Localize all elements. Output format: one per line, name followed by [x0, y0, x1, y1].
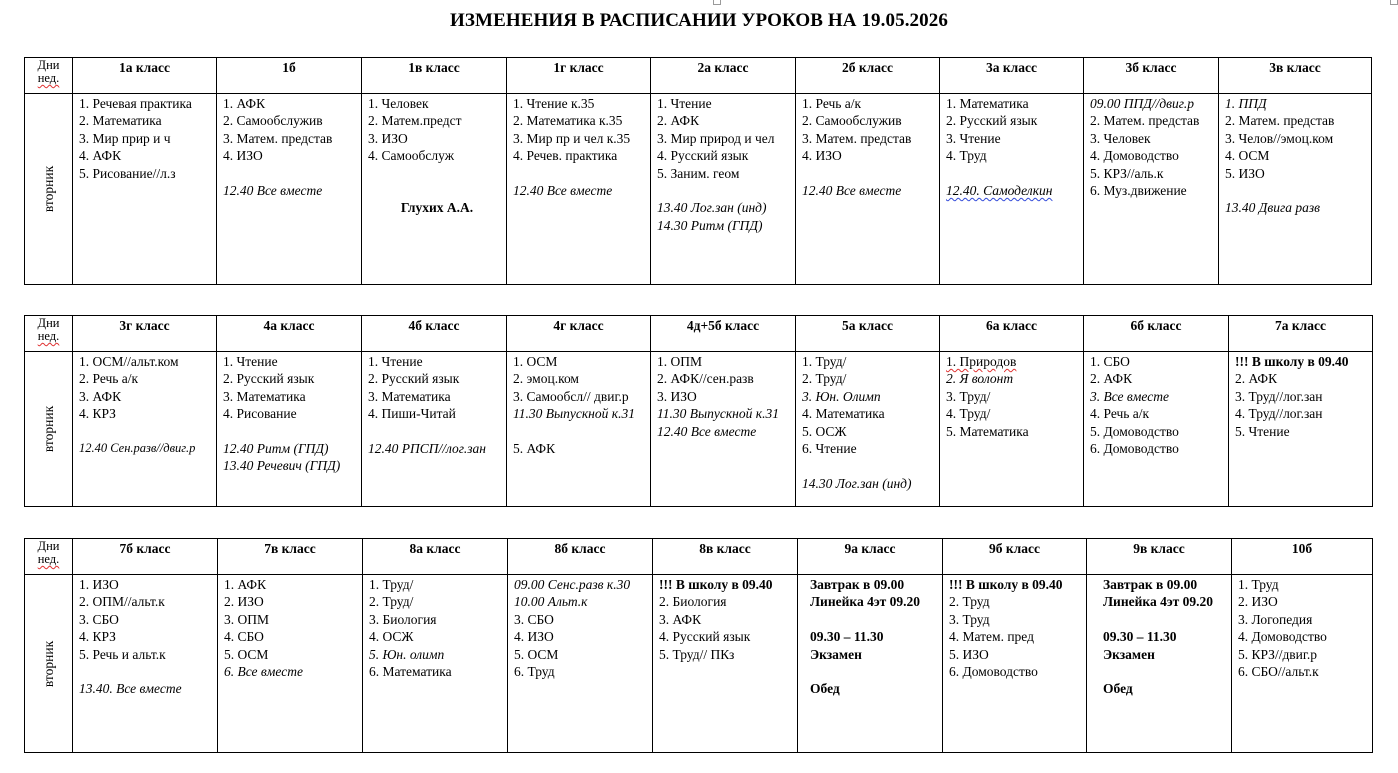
- class-header: 7в класс: [218, 539, 363, 575]
- class-header: 7б класс: [73, 539, 218, 575]
- class-cell: [796, 352, 940, 507]
- class-cell: [217, 94, 362, 285]
- lesson-line: 2. АФК: [657, 113, 700, 129]
- lesson-line: 3. СБО: [514, 611, 554, 627]
- class-cell: [1229, 352, 1373, 507]
- lesson-line: 4. Самообслуж: [368, 148, 455, 164]
- class-header: 9а класс: [798, 539, 943, 575]
- lesson-line: 4. ОСЖ: [369, 629, 414, 645]
- lesson-line: 4. Труд//лог.зан: [1235, 406, 1323, 422]
- class-header: 3г класс: [73, 316, 217, 352]
- lesson-line: 6. СБО//альт.к: [1238, 663, 1319, 679]
- lesson-line: 1. ОСМ//альт.ком: [79, 354, 179, 369]
- lesson-line: 4. Домоводство: [1090, 148, 1179, 164]
- lesson-line: 1. ИЗО: [79, 577, 119, 592]
- class-header: 3в класс: [1219, 58, 1372, 94]
- class-header: 8в класс: [653, 539, 798, 575]
- lesson-line: 1. Речевая практика: [79, 96, 192, 111]
- lesson-line: 09.30 – 11.30: [810, 629, 884, 645]
- schedule-row: [25, 352, 1373, 507]
- class-header: 6а класс: [940, 316, 1084, 352]
- lesson-line: 1. АФК: [224, 577, 267, 592]
- class-cell: [218, 575, 363, 753]
- lesson-line: [513, 165, 650, 182]
- day-label: вторник: [40, 405, 56, 453]
- schedule-row: [25, 575, 1373, 753]
- lesson-line: [223, 423, 361, 440]
- page-corner-mark: [1390, 0, 1398, 5]
- lesson-line: 1. Чтение: [368, 354, 423, 369]
- lesson-line: [1225, 182, 1371, 199]
- lesson-line: 3. Труд: [949, 611, 990, 627]
- lesson-line: [223, 165, 361, 182]
- lesson-line: 6. Муз.движение: [1090, 182, 1187, 198]
- class-cell: [508, 575, 653, 753]
- lesson-line: 2. Матем.предст: [368, 113, 462, 129]
- lesson-line: 1. Чтение к.35: [513, 96, 595, 111]
- lesson-line: [368, 165, 506, 182]
- class-header: 2б класс: [796, 58, 940, 94]
- lesson-line: 6. Чтение: [802, 440, 857, 456]
- lesson-line: 2. Самообслужив: [223, 113, 323, 129]
- lesson-line: 1. Речь а/к: [802, 96, 862, 111]
- lesson-line: 4. Труд/: [946, 406, 991, 422]
- lesson-line: [802, 457, 939, 474]
- lesson-line: 4. Русский язык: [659, 629, 751, 645]
- lesson-line: 09.00 Сенс.разв к.30: [514, 577, 631, 592]
- day-header-label: нед.: [37, 71, 60, 85]
- class-cell: [651, 94, 796, 285]
- class-cell: [362, 352, 507, 507]
- class-cell: [796, 94, 940, 285]
- lesson-line: 3. Мир прир и ч: [79, 130, 171, 146]
- lesson-line: 2. Матем. представ: [1225, 113, 1335, 129]
- lesson-line: [368, 182, 506, 199]
- lesson-line: 5. ИЗО: [949, 646, 989, 662]
- lesson-line: Завтрак в 09.00: [1103, 577, 1198, 592]
- class-cell: [217, 352, 362, 507]
- lesson-line: 2. Биология: [659, 594, 727, 610]
- lesson-line: 3. Самообсл// двиг.р: [513, 388, 629, 404]
- schedule-row: [25, 94, 1372, 285]
- class-cell: [653, 575, 798, 753]
- lesson-line: 1. Труд/: [802, 354, 847, 369]
- lesson-line: 3. АФК: [79, 388, 122, 404]
- lesson-line: 3. Все вместе: [1090, 388, 1169, 404]
- lesson-line: 11.30 Выпускной к.31: [513, 406, 635, 422]
- lesson-line: 3. Мир пр и чел к.35: [513, 130, 631, 146]
- lesson-line: 3. ИЗО: [368, 130, 408, 146]
- day-header-cell: [25, 58, 73, 94]
- class-header: 1б: [217, 58, 362, 94]
- day-header-cell: [25, 539, 73, 575]
- class-header: 4а класс: [217, 316, 362, 352]
- lesson-line: 3. Мир природ и чел: [657, 130, 775, 146]
- lesson-line: 4. Речь а/к: [1090, 406, 1150, 422]
- class-header: 6б класс: [1084, 316, 1229, 352]
- class-header: 7а класс: [1229, 316, 1373, 352]
- header-row: [25, 539, 1373, 575]
- day-label: вторник: [40, 165, 56, 213]
- lesson-line: 5. КРЗ//аль.к: [1090, 165, 1164, 181]
- lesson-line: 5. Рисование//л.з: [79, 165, 176, 181]
- lesson-line: 5. АФК: [513, 440, 556, 456]
- lesson-line: 3. Биология: [369, 611, 437, 627]
- class-cell: [1084, 352, 1229, 507]
- lesson-line: 1. Чтение: [657, 96, 712, 111]
- lesson-line: 3. Труд//лог.зан: [1235, 388, 1323, 404]
- day-header-label: нед.: [37, 552, 60, 566]
- class-cell: [943, 575, 1087, 753]
- lesson-line: 4. Рисование: [223, 406, 297, 422]
- day-cell: [25, 575, 73, 753]
- header-row: [25, 316, 1373, 352]
- lesson-line: 1. ППД: [1225, 96, 1267, 111]
- lesson-line: 12.40 РПСП//лог.зан: [368, 440, 486, 456]
- lesson-line: 2. Русский язык: [946, 113, 1038, 129]
- lesson-line: 4. Домоводство: [1238, 629, 1327, 645]
- lesson-line: 3. АФК: [659, 611, 702, 627]
- lesson-line: !!! В школу в 09.40: [949, 577, 1063, 592]
- lesson-line: 13.40 Лог.зан (инд): [657, 200, 767, 216]
- lesson-line: 2. Русский язык: [223, 371, 315, 387]
- day-header-cell: [25, 316, 73, 352]
- lesson-line: 12.40 Сен.разв//двиг.р: [79, 440, 196, 455]
- lesson-line: 13.40. Все вместе: [79, 681, 182, 697]
- class-header: 3а класс: [940, 58, 1084, 94]
- lesson-line: 2. Труд/: [369, 594, 414, 610]
- lesson-line: 2. Речь а/к: [79, 371, 139, 387]
- lesson-line: 4. Матем. пред: [949, 629, 1034, 645]
- lesson-line: 2. ИЗО: [224, 594, 264, 610]
- lesson-line: 11.30 Выпускной к.31: [657, 406, 779, 422]
- day-header-label: Дни: [37, 58, 60, 72]
- lesson-line: 3. Челов//эмоц.ком: [1225, 130, 1334, 146]
- teacher-name: Глухих А.А.: [400, 200, 474, 216]
- class-header: 4г класс: [507, 316, 651, 352]
- class-header: 8а класс: [363, 539, 508, 575]
- lesson-line: 6. Математика: [369, 663, 452, 679]
- lesson-line: 3. Математика: [223, 388, 306, 404]
- lesson-line: 1. ОСМ: [513, 354, 558, 369]
- lesson-line: Линейка 4эт 09.20: [1103, 594, 1214, 610]
- lesson-line: 1. СБО: [1090, 354, 1130, 369]
- lesson-line: [1103, 611, 1231, 628]
- lesson-line: 2. ОПМ//альт.к: [79, 594, 165, 610]
- lesson-line: 2. Русский язык: [368, 371, 460, 387]
- lesson-line: 1. Труд: [1238, 577, 1279, 592]
- lesson-line: Обед: [1103, 681, 1133, 697]
- lesson-line: Экзамен: [1103, 646, 1155, 662]
- page-corner-mark: [713, 0, 721, 5]
- lesson-line: [79, 423, 216, 440]
- lesson-line: 4. Русский язык: [657, 148, 749, 164]
- lesson-line: 2. Математика к.35: [513, 113, 623, 129]
- lesson-line: 2. Математика: [79, 113, 162, 129]
- lesson-line: Экзамен: [810, 646, 862, 662]
- lesson-line: 4. Речев. практика: [513, 148, 618, 164]
- lesson-line: 2. АФК: [1235, 371, 1278, 387]
- day-header-label: нед.: [37, 329, 60, 343]
- lesson-line: 3. Матем. представ: [223, 130, 333, 146]
- class-header: 8б класс: [508, 539, 653, 575]
- lesson-line: [368, 423, 506, 440]
- class-cell: [507, 352, 651, 507]
- lesson-line: 3. Человек: [1090, 130, 1151, 146]
- lesson-line: 3. ОПМ: [224, 611, 270, 627]
- schedule-table-1: [24, 57, 1372, 285]
- lesson-line: 5. Чтение: [1235, 423, 1290, 439]
- lesson-line: 4. Труд: [946, 148, 987, 164]
- lesson-line: 5. ОСМ: [224, 646, 269, 662]
- schedule-table-3: [24, 538, 1373, 753]
- lesson-line: 5. ОСМ: [514, 646, 559, 662]
- lesson-line: !!! В школу в 09.40: [659, 577, 773, 592]
- class-header: 5а класс: [796, 316, 940, 352]
- class-header: 9в класс: [1087, 539, 1232, 575]
- schedule-table-2: [24, 315, 1373, 507]
- class-header: 4д+5б класс: [651, 316, 796, 352]
- lesson-line: [1103, 663, 1231, 680]
- lesson-line: [513, 423, 650, 440]
- class-header: 3б класс: [1084, 58, 1219, 94]
- lesson-line: [79, 663, 217, 680]
- class-header: 1а класс: [73, 58, 217, 94]
- lesson-line: 4. АФК: [79, 148, 122, 164]
- header-row: [25, 58, 1372, 94]
- lesson-line: 2. Самообслужив: [802, 113, 902, 129]
- lesson-line: 5. Речь и альт.к: [79, 646, 166, 662]
- lesson-line: 4. КРЗ: [79, 406, 116, 422]
- lesson-line: 2. Труд/: [802, 371, 847, 387]
- lesson-line: [810, 663, 942, 680]
- lesson-line: 1. Человек: [368, 96, 429, 111]
- lesson-line: 2. эмоц.ком: [513, 371, 579, 387]
- class-cell: [798, 575, 943, 753]
- lesson-line: 1. Математика: [946, 96, 1029, 111]
- lesson-line: 3. Логопедия: [1238, 611, 1313, 627]
- lesson-line: 6. Домоводство: [949, 663, 1038, 679]
- lesson-line: 14.30 Лог.зан (инд): [802, 475, 912, 491]
- lesson-line: 5. ИЗО: [1225, 165, 1265, 181]
- lesson-line: 2. ИЗО: [1238, 594, 1278, 610]
- lesson-line: 5. Юн. олимп: [369, 646, 445, 662]
- class-header: 4б класс: [362, 316, 507, 352]
- lesson-line: 3. Математика: [368, 388, 451, 404]
- lesson-line: 1. ОПМ: [657, 354, 703, 369]
- lesson-line: 12.40 Все вместе: [657, 423, 757, 439]
- lesson-line: 09.00 ППД//двиг.р: [1090, 96, 1194, 111]
- lesson-line: [810, 611, 942, 628]
- lesson-line: 3. СБО: [79, 611, 119, 627]
- lesson-line: 1. Природов: [946, 354, 1017, 369]
- lesson-line: 2. Труд: [949, 594, 990, 610]
- class-header: 2а класс: [651, 58, 796, 94]
- lesson-line: 12.40. Самоделкин: [946, 182, 1053, 198]
- lesson-line: 3. Матем. представ: [802, 130, 912, 146]
- lesson-line: 6. Труд: [514, 663, 555, 679]
- lesson-line: 6. Все вместе: [224, 663, 303, 679]
- lesson-line: 2. Я волонт: [946, 371, 1014, 387]
- lesson-line: 4. КРЗ: [79, 629, 116, 645]
- lesson-line: Завтрак в 09.00: [810, 577, 905, 592]
- class-cell: [651, 352, 796, 507]
- lesson-line: 5. Труд// ПКз: [659, 646, 735, 662]
- lesson-line: 3. ИЗО: [657, 388, 697, 404]
- day-label: вторник: [40, 640, 56, 687]
- lesson-line: 12.40 Все вместе: [223, 182, 323, 198]
- lesson-line: 14.30 Ритм (ГПД): [657, 217, 763, 233]
- lesson-line: [802, 165, 939, 182]
- lesson-line: 12.40 Все вместе: [802, 182, 902, 198]
- lesson-line: 09.30 – 11.30: [1103, 629, 1177, 645]
- lesson-line: 5. ОСЖ: [802, 423, 847, 439]
- day-header-label: Дни: [37, 539, 60, 553]
- lesson-line: 12.40 Все вместе: [513, 182, 613, 198]
- lesson-line: 4. ОСМ: [1225, 148, 1270, 164]
- lesson-line: 3. Труд/: [946, 388, 991, 404]
- lesson-line: 13.40 Речевич (ГПД): [223, 458, 341, 474]
- class-cell: [73, 575, 218, 753]
- lesson-line: 4. СБО: [224, 629, 264, 645]
- class-cell: [362, 94, 507, 285]
- document-title: ИЗМЕНЕНИЯ В РАСПИСАНИИ УРОКОВ НА 19.05.2026: [450, 10, 948, 31]
- class-cell: [1219, 94, 1372, 285]
- lesson-line: 4. Математика: [802, 406, 885, 422]
- lesson-line: 2. АФК: [1090, 371, 1133, 387]
- lesson-line: !!! В школу в 09.40: [1235, 354, 1349, 369]
- class-cell: [507, 94, 651, 285]
- lesson-line: 2. Матем. представ: [1090, 113, 1200, 129]
- day-cell: [25, 94, 73, 285]
- lesson-line: 5. Заним. геом: [657, 165, 740, 181]
- lesson-line: Обед: [810, 681, 840, 697]
- class-cell: [1087, 575, 1232, 753]
- class-cell: [363, 575, 508, 753]
- class-cell: [1232, 575, 1373, 753]
- lesson-line: 13.40 Двига разв: [1225, 200, 1320, 216]
- lesson-line: 2. АФК//сен.разв: [657, 371, 754, 387]
- class-header: 10б: [1232, 539, 1373, 575]
- lesson-line: 1. Труд/: [369, 577, 414, 592]
- class-cell: [1084, 94, 1219, 285]
- lesson-line: Линейка 4эт 09.20: [810, 594, 921, 610]
- lesson-line: 4. Пиши-Читай: [368, 406, 456, 422]
- class-header: 1в класс: [362, 58, 507, 94]
- day-cell: [25, 352, 73, 507]
- lesson-line: 4. ИЗО: [223, 148, 263, 164]
- lesson-line: 4. ИЗО: [514, 629, 554, 645]
- lesson-line: 3. Чтение: [946, 130, 1001, 146]
- lesson-line: 12.40 Ритм (ГПД): [223, 440, 329, 456]
- lesson-line: 6. Домоводство: [1090, 440, 1179, 456]
- lesson-line: 1. АФК: [223, 96, 266, 111]
- class-header: 1г класс: [507, 58, 651, 94]
- class-header: 9б класс: [943, 539, 1087, 575]
- lesson-line: 1. Чтение: [223, 354, 278, 369]
- lesson-line: 3. Юн. Олимп: [802, 388, 881, 404]
- class-cell: [940, 94, 1084, 285]
- class-cell: [73, 352, 217, 507]
- lesson-line: 4. ИЗО: [802, 148, 842, 164]
- lesson-line: 10.00 Альт.к: [514, 594, 588, 610]
- lesson-line: [657, 182, 795, 199]
- day-header-label: Дни: [37, 316, 60, 330]
- class-cell: [73, 94, 217, 285]
- lesson-line: 5. КРЗ//двиг.р: [1238, 646, 1318, 662]
- lesson-line: 5. Домоводство: [1090, 423, 1179, 439]
- lesson-line: 5. Математика: [946, 423, 1029, 439]
- lesson-line: [946, 165, 1083, 182]
- class-cell: [940, 352, 1084, 507]
